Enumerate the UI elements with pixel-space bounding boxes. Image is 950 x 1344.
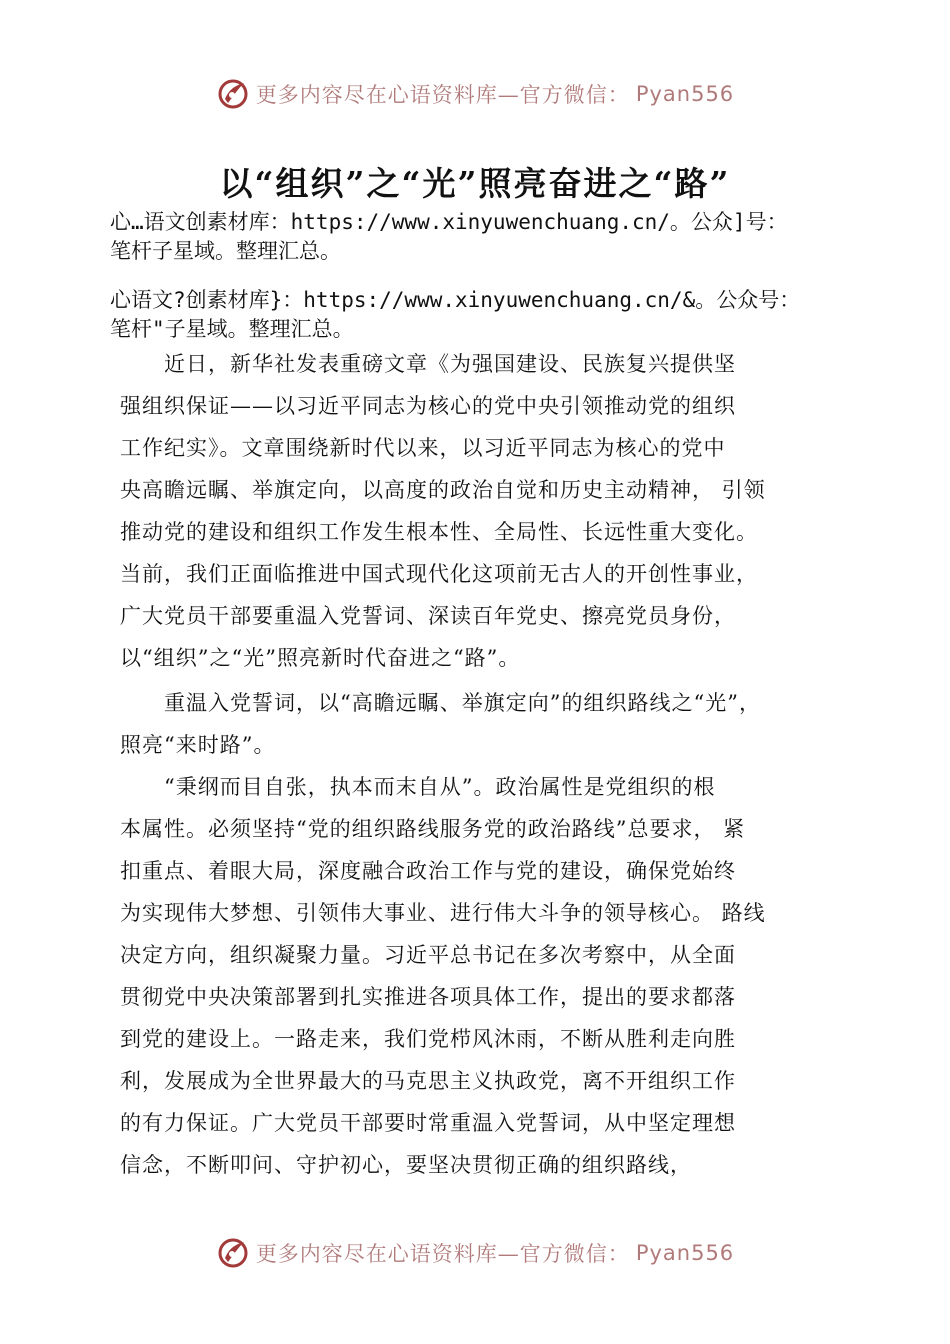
text-line: 以“组织”之“光”照亮新时代奋进之“路”。 xyxy=(120,646,521,670)
banner-handle: Pyan556 xyxy=(635,1241,735,1265)
text-line: 扣重点、着眼大局，深度融合政治工作与党的建设，确保党始终 xyxy=(120,859,736,883)
banner-handle: Pyan556 xyxy=(635,82,735,106)
text-line: 近日，新华社发表重磅文章《为强国建设、民族复兴提供坚 xyxy=(120,352,736,376)
footer-banner xyxy=(0,1233,950,1273)
text-line: 工作纪实》。文章围绕新时代以来，以习近平同志为核心的党中 xyxy=(120,436,726,460)
text-line: “秉纲而目自张，执本而末自从”。政治属性是党组织的根 xyxy=(120,775,716,799)
text-line: 信念，不断叩问、守护初心，要坚决贯彻正确的组织路线， xyxy=(120,1153,692,1177)
source-note xyxy=(110,208,870,266)
text-line: 央高瞻远瞩、举旗定向，以高度的政治自觉和历史主动精神， 引领 xyxy=(120,478,766,502)
source-note-line: 心语文?创素材库}：https://www.xinyuwenchuang.cn/&。公众号： xyxy=(110,288,801,312)
body-paragraph xyxy=(120,682,850,766)
brand-logo-icon xyxy=(216,1236,250,1270)
brand-logo-icon xyxy=(216,77,250,111)
page-title: 以“组织”之“光”照亮奋进之“路” xyxy=(219,164,731,203)
body-paragraph xyxy=(120,343,850,679)
text-line: 重温入党誓词，以“高瞻远瞩、举旗定向”的组织路线之“光”， xyxy=(120,691,761,715)
text-line: 的有力保证。广大党员干部要时常重温入党誓词，从中坚定理想 xyxy=(120,1111,736,1135)
text-line: 本属性。必须坚持“党的组织路线服务党的政治路线”总要求， 紧 xyxy=(120,817,746,841)
text-line: 广大党员干部要重温入党誓词、深读百年党史、擦亮党员身份， xyxy=(120,604,736,628)
text-line: 贯彻党中央决策部署到扎实推进各项具体工作，提出的要求都落 xyxy=(120,985,736,1009)
text-line: 当前，我们正面临推进中国式现代化这项前无古人的开创性事业， xyxy=(120,562,758,586)
source-note-line: 心…语文创素材库：https://www.xinyuwenchuang.cn/。公众]号： xyxy=(110,210,788,234)
text-line: 决定方向，组织凝聚力量。习近平总书记在多次考察中，从全面 xyxy=(120,943,736,967)
banner-text: 更多内容尽在心语资料库—官方微信： xyxy=(255,1242,630,1266)
text-line: 推动党的建设和组织工作发生根本性、全局性、长远性重大变化。 xyxy=(120,520,758,544)
source-note xyxy=(110,286,870,344)
text-line: 利，发展成为全世界最大的马克思主义执政党，离不开组织工作 xyxy=(120,1069,736,1093)
text-line: 到党的建设上。一路走来，我们党栉风沐雨，不断从胜利走向胜 xyxy=(120,1027,736,1051)
header-banner xyxy=(0,74,950,114)
text-line: 照亮“来时路”。 xyxy=(120,733,276,757)
text-line: 强组织保证——以习近平同志为核心的党中央引领推动党的组织 xyxy=(120,394,736,418)
source-note-line: 笔杆子星域。整理汇总。 xyxy=(110,239,341,263)
banner-text: 更多内容尽在心语资料库—官方微信： xyxy=(255,83,630,107)
body-paragraph xyxy=(120,766,850,1186)
text-line: 为实现伟大梦想、引领伟大事业、进行伟大斗争的领导核心。 路线 xyxy=(120,901,766,925)
source-note-line: 笔杆"子星域。整理汇总。 xyxy=(110,317,354,341)
